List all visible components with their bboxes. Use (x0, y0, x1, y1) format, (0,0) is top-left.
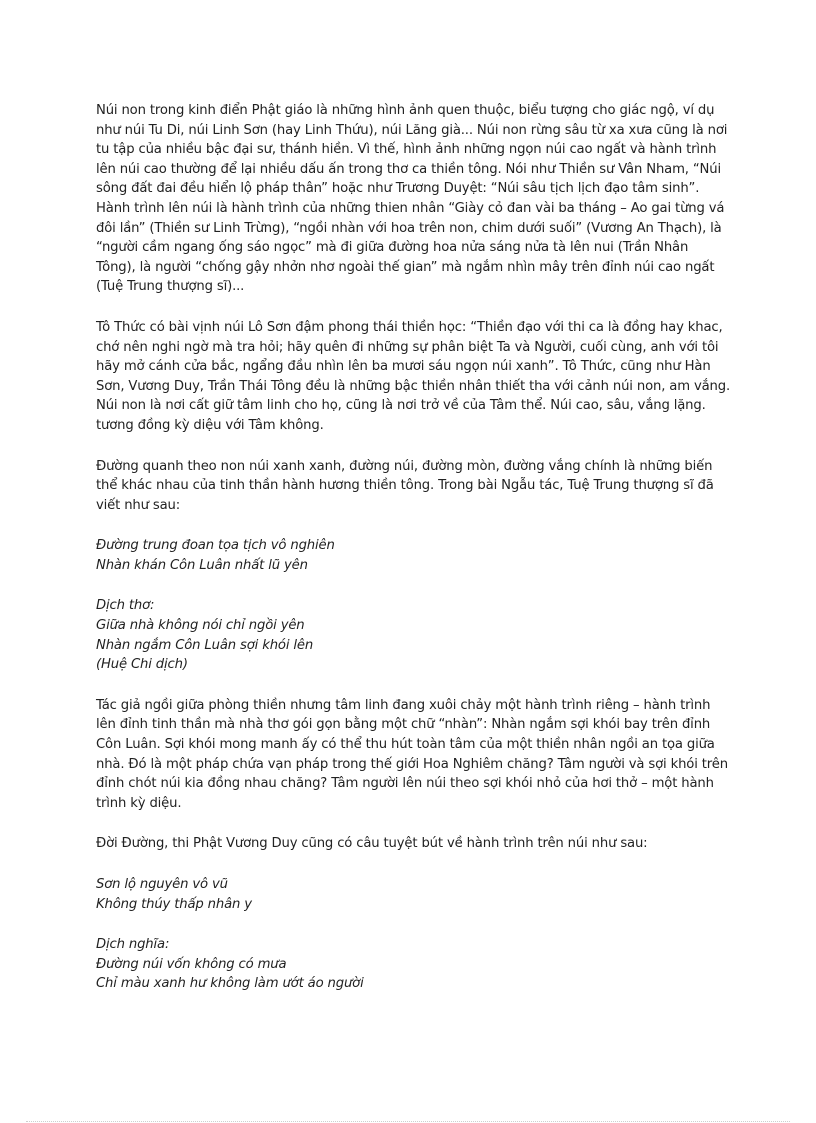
poem-line: Sơn lộ nguyên vô vũ (96, 877, 228, 892)
paragraph-tac-gia: Tác giả ngồi giữa phòng thiền nhưng tâm linh đang xuôi chảy một hành trình riêng – hành trình lên đỉnh tinh thần mà nhà thơ gói gọn bằng một chữ “nhàn”: Nhàn ngắm sợi khói bay trên đỉnh Côn Luân. Sợi khói mong manh ấy có thể thu hút toàn tâm của một thiền nhân ngồi an tọa giữa nhà. Đó là một pháp chứa vạn pháp trong thế giới Hoa Nghiêm chăng? Tâm người và sợi khói trên đỉnh chót núi kia đồng nhau chăng? Tâm người lên núi theo sợi khói nhỏ của hơi thở – một hành trình kỳ diệu. (96, 697, 728, 811)
paragraph-intro: Núi non trong kinh điển Phật giáo là những hình ảnh quen thuộc, biểu tượng cho giác ngộ, ví dụ như núi Tu Di, núi Linh Sơn (hay Linh Thứu), núi Lăng già... Núi non rừng sâu từ xa xưa cũng là nơi tu tập của nhiều bậc đại sư, thánh hiền. Vì thế, hình ảnh những ngọn núi cao ngất và hành trình lên núi cao thường để lại nhiều dấu ấn trong thơ ca thiền tông. Nói như Thiền sư Vân Nham, “Núi sông đất đai đều hiển lộ pháp thân” hoặc như Trương Duyệt: “Núi sâu tịch lịch đạo tâm sinh”. Hành trình lên núi là hành trình của những thien nhân “Giày cỏ đan vài ba tháng – Ao gai từng vá đôi lần” (Thiền sư Linh Trừng), “ngồi nhàn với hoa trên non, chim dưới suối” (Vương An Thạch), là “người cầm ngang ống sáo ngọc” mà đi giữa đường hoa nửa sáng nửa tà lên nui (Trần Nhân Tông), là người “chống gậy nhởn nhơ ngoài thế gian” mà ngắm nhìn mây trên đỉnh núi cao ngất (Tuệ Trung thượng sĩ)... (96, 103, 728, 295)
poem-ngau-tac-translation (96, 596, 731, 674)
poem-line: Đường núi vốn không có mưa (96, 956, 287, 972)
document-body (96, 101, 731, 1015)
translator-credit: (Huệ Chi dịch) (96, 657, 188, 673)
poem-line: Nhàn khán Côn Luân nhất lũ yên (96, 557, 308, 573)
poem-ngau-tac-original (96, 536, 731, 575)
poem-line: Đường trung đoan tọa tịch vô nghiên (96, 538, 335, 554)
paragraph-doi-duong: Đời Đường, thi Phật Vương Duy cũng có câu tuyệt bút về hành trình trên núi như sau: (96, 836, 648, 852)
poem-vuong-duy-original (96, 875, 731, 914)
translation-heading: Dịch nghĩa: (96, 937, 170, 953)
poem-line: Chỉ màu xanh hư không làm ướt áo người (96, 976, 364, 992)
poem-line: Không thúy thấp nhân y (96, 896, 252, 912)
translation-heading: Dịch thơ: (96, 598, 155, 614)
page-bottom-divider (26, 1121, 790, 1122)
poem-line: Giữa nhà không nói chỉ ngồi yên (96, 618, 305, 634)
poem-line: Nhàn ngắm Côn Luân sợi khói lên (96, 637, 314, 653)
poem-vuong-duy-translation (96, 935, 731, 994)
paragraph-to-thuc: Tô Thức có bài vịnh núi Lô Sơn đậm phong thái thiền học: “Thiền đạo với thi ca là đồng hay khac, chớ nên nghi ngờ mà tra hỏi; hãy quên đi những sự phân biệt Ta và Người, cuối cùng, anh với tôi hãy mở cánh cửa bắc, ngẩng đầu nhìn lên ba mươi sáu ngọn núi xanh”. Tô Thức, cũng như Hàn Sơn, Vương Duy, Trần Thái Tông đều là những bậc thiền nhân thiết tha với cảnh núi non, am vắng. Núi non là nơi cất giữ tâm linh cho họ, cũng là nơi trở về của Tâm thể. Núi cao, sâu, vắng lặng. tương đồng kỳ diệu với Tâm không. (96, 319, 731, 433)
paragraph-duong-quanh: Đường quanh theo non núi xanh xanh, đường núi, đường mòn, đường vắng chính là những biến thể khác nhau của tinh thần hành hương thiền tông. Trong bài Ngẫu tác, Tuệ Trung thượng sĩ đã viết như sau: (96, 458, 714, 513)
